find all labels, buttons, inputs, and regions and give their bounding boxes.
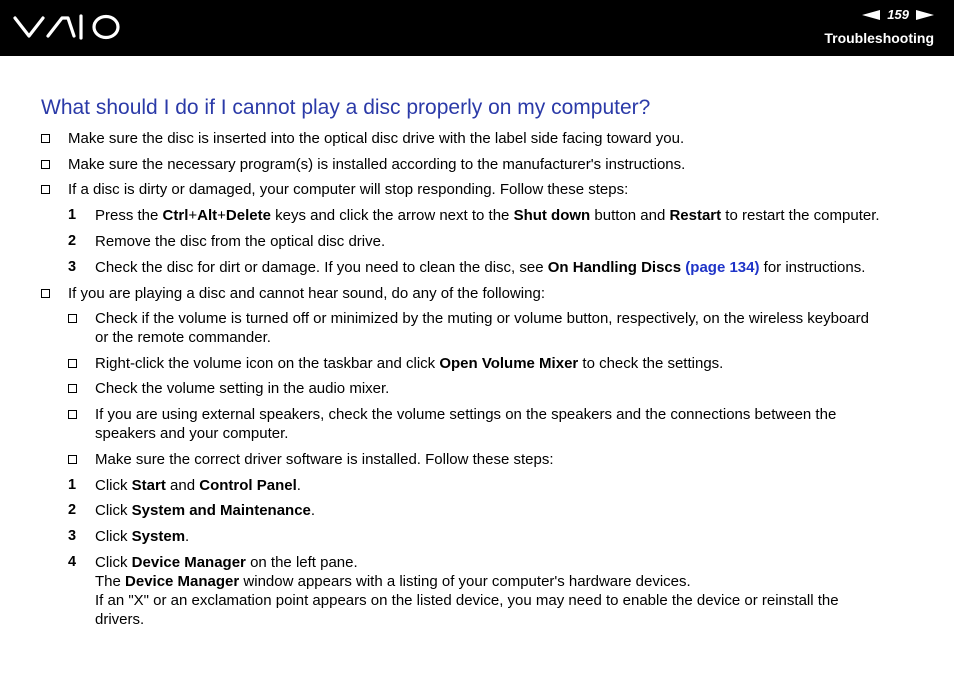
- list-item-text: Make sure the necessary program(s) is installed according to the manufacturer's instructions.: [68, 156, 686, 173]
- checkbox-bullet-icon: [68, 359, 77, 368]
- step-text: Click System.: [95, 528, 190, 545]
- page-navigation: [862, 7, 934, 22]
- checkbox-bullet-icon: [41, 160, 50, 169]
- step-number: 1: [68, 207, 77, 223]
- checkbox-bullet-icon: [68, 455, 77, 464]
- page-link[interactable]: (page 134): [685, 259, 760, 276]
- list-item-text: Make sure the disc is inserted into the optical disc drive with the label side facing toward you.: [68, 130, 685, 147]
- step-text: Click Start and Control Panel.: [95, 477, 301, 494]
- list-item-text: speakers and your computer.: [95, 425, 289, 442]
- step-text: Click System and Maintenance.: [95, 502, 316, 519]
- step-number: 4: [68, 554, 77, 570]
- step-number: 1: [68, 477, 77, 493]
- step-number: 3: [68, 259, 77, 275]
- step-number: 2: [68, 233, 77, 249]
- list-item-text: If you are using external speakers, check the volume settings on the speakers and the connections between the: [95, 406, 837, 423]
- step-text: Check the disc for dirt or damage. If you need to clean the disc, see On Handling Discs (page 134) for instructions.: [95, 259, 866, 276]
- list-item-text: If a disc is dirty or damaged, your computer will stop responding. Follow these steps:: [68, 181, 629, 198]
- section-name: Troubleshooting: [824, 30, 934, 46]
- page-title: What should I do if I cannot play a disc properly on my computer?: [41, 96, 651, 119]
- step-text: The Device Manager window appears with a listing of your computer's hardware devices.: [95, 573, 691, 590]
- step-number: 3: [68, 528, 77, 544]
- step-number: 2: [68, 502, 77, 518]
- checkbox-bullet-icon: [68, 410, 77, 419]
- checkbox-bullet-icon: [41, 289, 50, 298]
- list-item-text: or the remote commander.: [95, 329, 271, 346]
- next-page-arrow-icon[interactable]: [916, 10, 934, 20]
- page-header: [0, 0, 954, 56]
- list-item-text: Make sure the correct driver software is installed. Follow these steps:: [95, 451, 554, 468]
- step-text: Remove the disc from the optical disc drive.: [95, 233, 386, 250]
- list-item-text: Right-click the volume icon on the taskbar and click Open Volume Mixer to check the settings.: [95, 355, 724, 372]
- previous-page-arrow-icon[interactable]: [862, 10, 880, 20]
- step-text: If an "X" or an exclamation point appears on the listed device, you may need to enable the device or reinstall the: [95, 592, 839, 609]
- checkbox-bullet-icon: [68, 384, 77, 393]
- vaio-logo: [12, 10, 122, 44]
- list-item-text: If you are playing a disc and cannot hear sound, do any of the following:: [68, 285, 545, 302]
- step-text: Press the Ctrl+Alt+Delete keys and click the arrow next to the Shut down button and Restart to restart the computer.: [95, 207, 880, 224]
- checkbox-bullet-icon: [41, 134, 50, 143]
- checkbox-bullet-icon: [68, 314, 77, 323]
- list-item-text: Check if the volume is turned off or minimized by the muting or volume button, respectively, on the wireless keyboard: [95, 310, 869, 327]
- checkbox-bullet-icon: [41, 185, 50, 194]
- step-text: drivers.: [95, 611, 145, 628]
- list-item-text: Check the volume setting in the audio mixer.: [95, 380, 390, 397]
- step-text: Click Device Manager on the left pane.: [95, 554, 358, 571]
- page-number: 159: [887, 7, 909, 22]
